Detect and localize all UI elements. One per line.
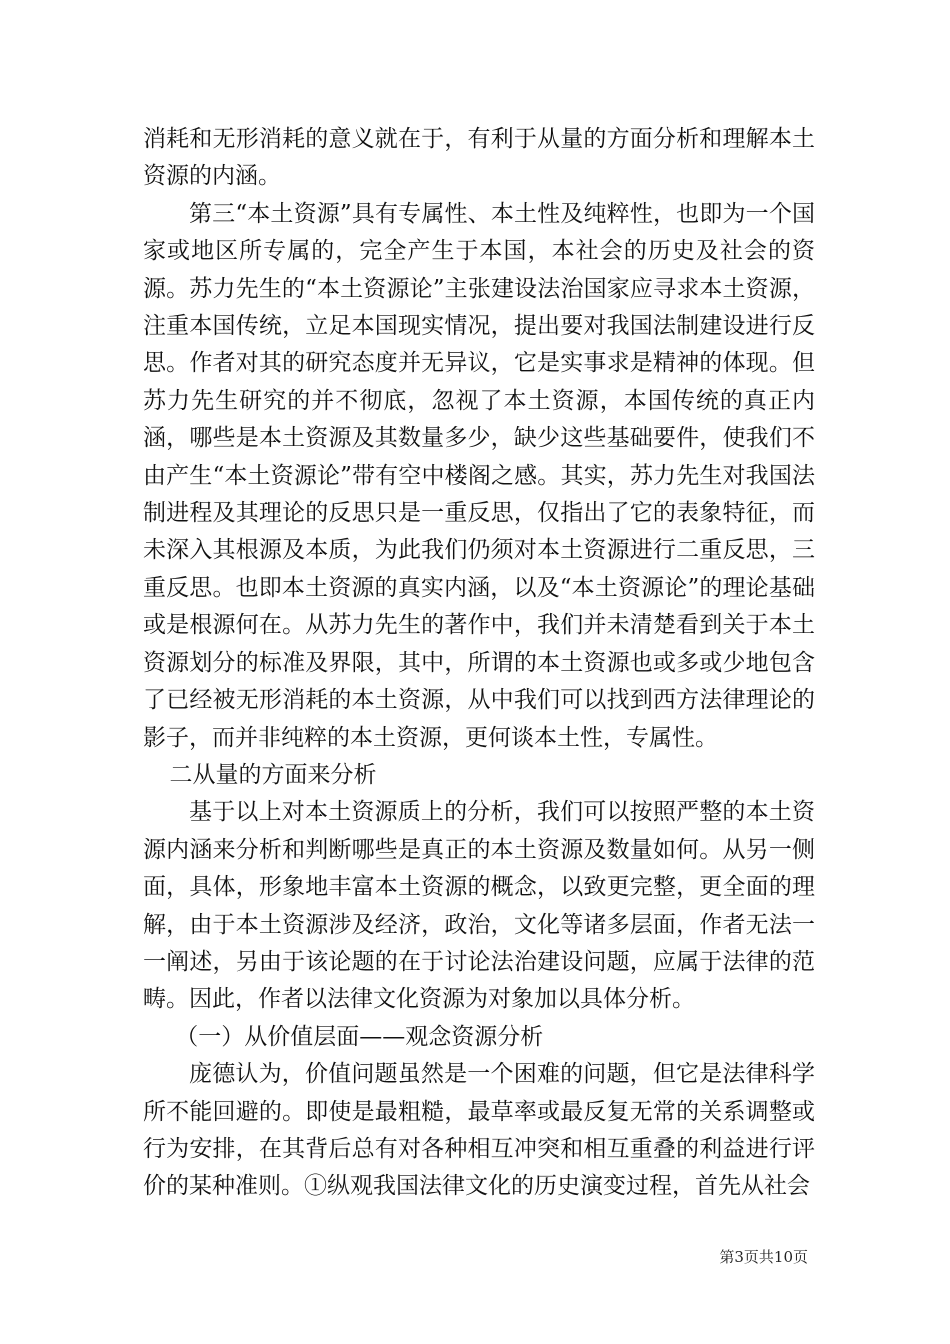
section-heading-quantity: 二从量的方面来分析 bbox=[169, 761, 377, 788]
paragraph-third-point: 第三“本土资源”具有专属性、本土性及纯粹性，也即为一个国家或地区所专属的，完全产生于本国，本社会的历史及社会的资源。苏力先生的“本土资源论”主张建设法治国家应寻求本土资源，注重本国传统，立足本国现实情况，提出要对我国法制建设进行反思。作者对其的研究态度并无异议，它是实事求是精神的体现。但苏力先生研究的并不彻底，忽视了本土资源，本国传统的真正内涵，哪些是本土资源及其数量多少，缺少这些基础要件，使我们不由产生“本土资源论”带有空中楼阁之感。其实，苏力先生对我国法制进程及其理论的反思只是一重反思，仅指出了它的表象特征，而未深入其根源及本质，为此我们仍须对本土资源进行二重反思，三重反思。也即本土资源的真实内涵，以及“本土资源论”的理论基础或是根源何在。从苏力先生的著作中，我们并未清楚看到关于本土资源划分的标准及界限，其中，所谓的本土资源也或多或少地包含了已经被无形消耗的本土资源，从中我们可以找到西方法律理论的影子，而并非纯粹的本土资源，更何谈本土性，专属性。 bbox=[143, 200, 815, 751]
subsection-heading-value: （一）从价值层面——观念资源分析 bbox=[175, 1023, 544, 1050]
page-number-footer: 第3页共10页 bbox=[719, 1248, 808, 1266]
paragraph-quantity-analysis: 基于以上对本土资源质上的分析，我们可以按照严整的本土资源内涵来分析和判断哪些是真正的本土资源及数量如何。从另一侧面，具体，形象地丰富本土资源的概念，以致更完整，更全面的理解，由于本土资源涉及经济，政治，文化等诸多层面，作者无法一一阐述，另由于该论题的在于讨论法治建设问题，应属于法律的范畴。因此，作者以法律文化资源为对象加以具体分析。 bbox=[143, 799, 815, 1013]
paragraph-pound-value: 庞德认为，价值问题虽然是一个困难的问题，但它是法律科学所不能回避的。即使是最粗糙，最草率或最反复无常的关系调整或行为安排，在其背后总有对各种相互冲突和相互重叠的利益进行评价的某种准则。①纵观我国法律文化的历史演变过程，首先从社会 bbox=[143, 1061, 815, 1200]
document-body bbox=[143, 121, 815, 1206]
paragraph-continuation: 消耗和无形消耗的意义就在于，有利于从量的方面分析和理解本土资源的内涵。 bbox=[143, 126, 815, 190]
